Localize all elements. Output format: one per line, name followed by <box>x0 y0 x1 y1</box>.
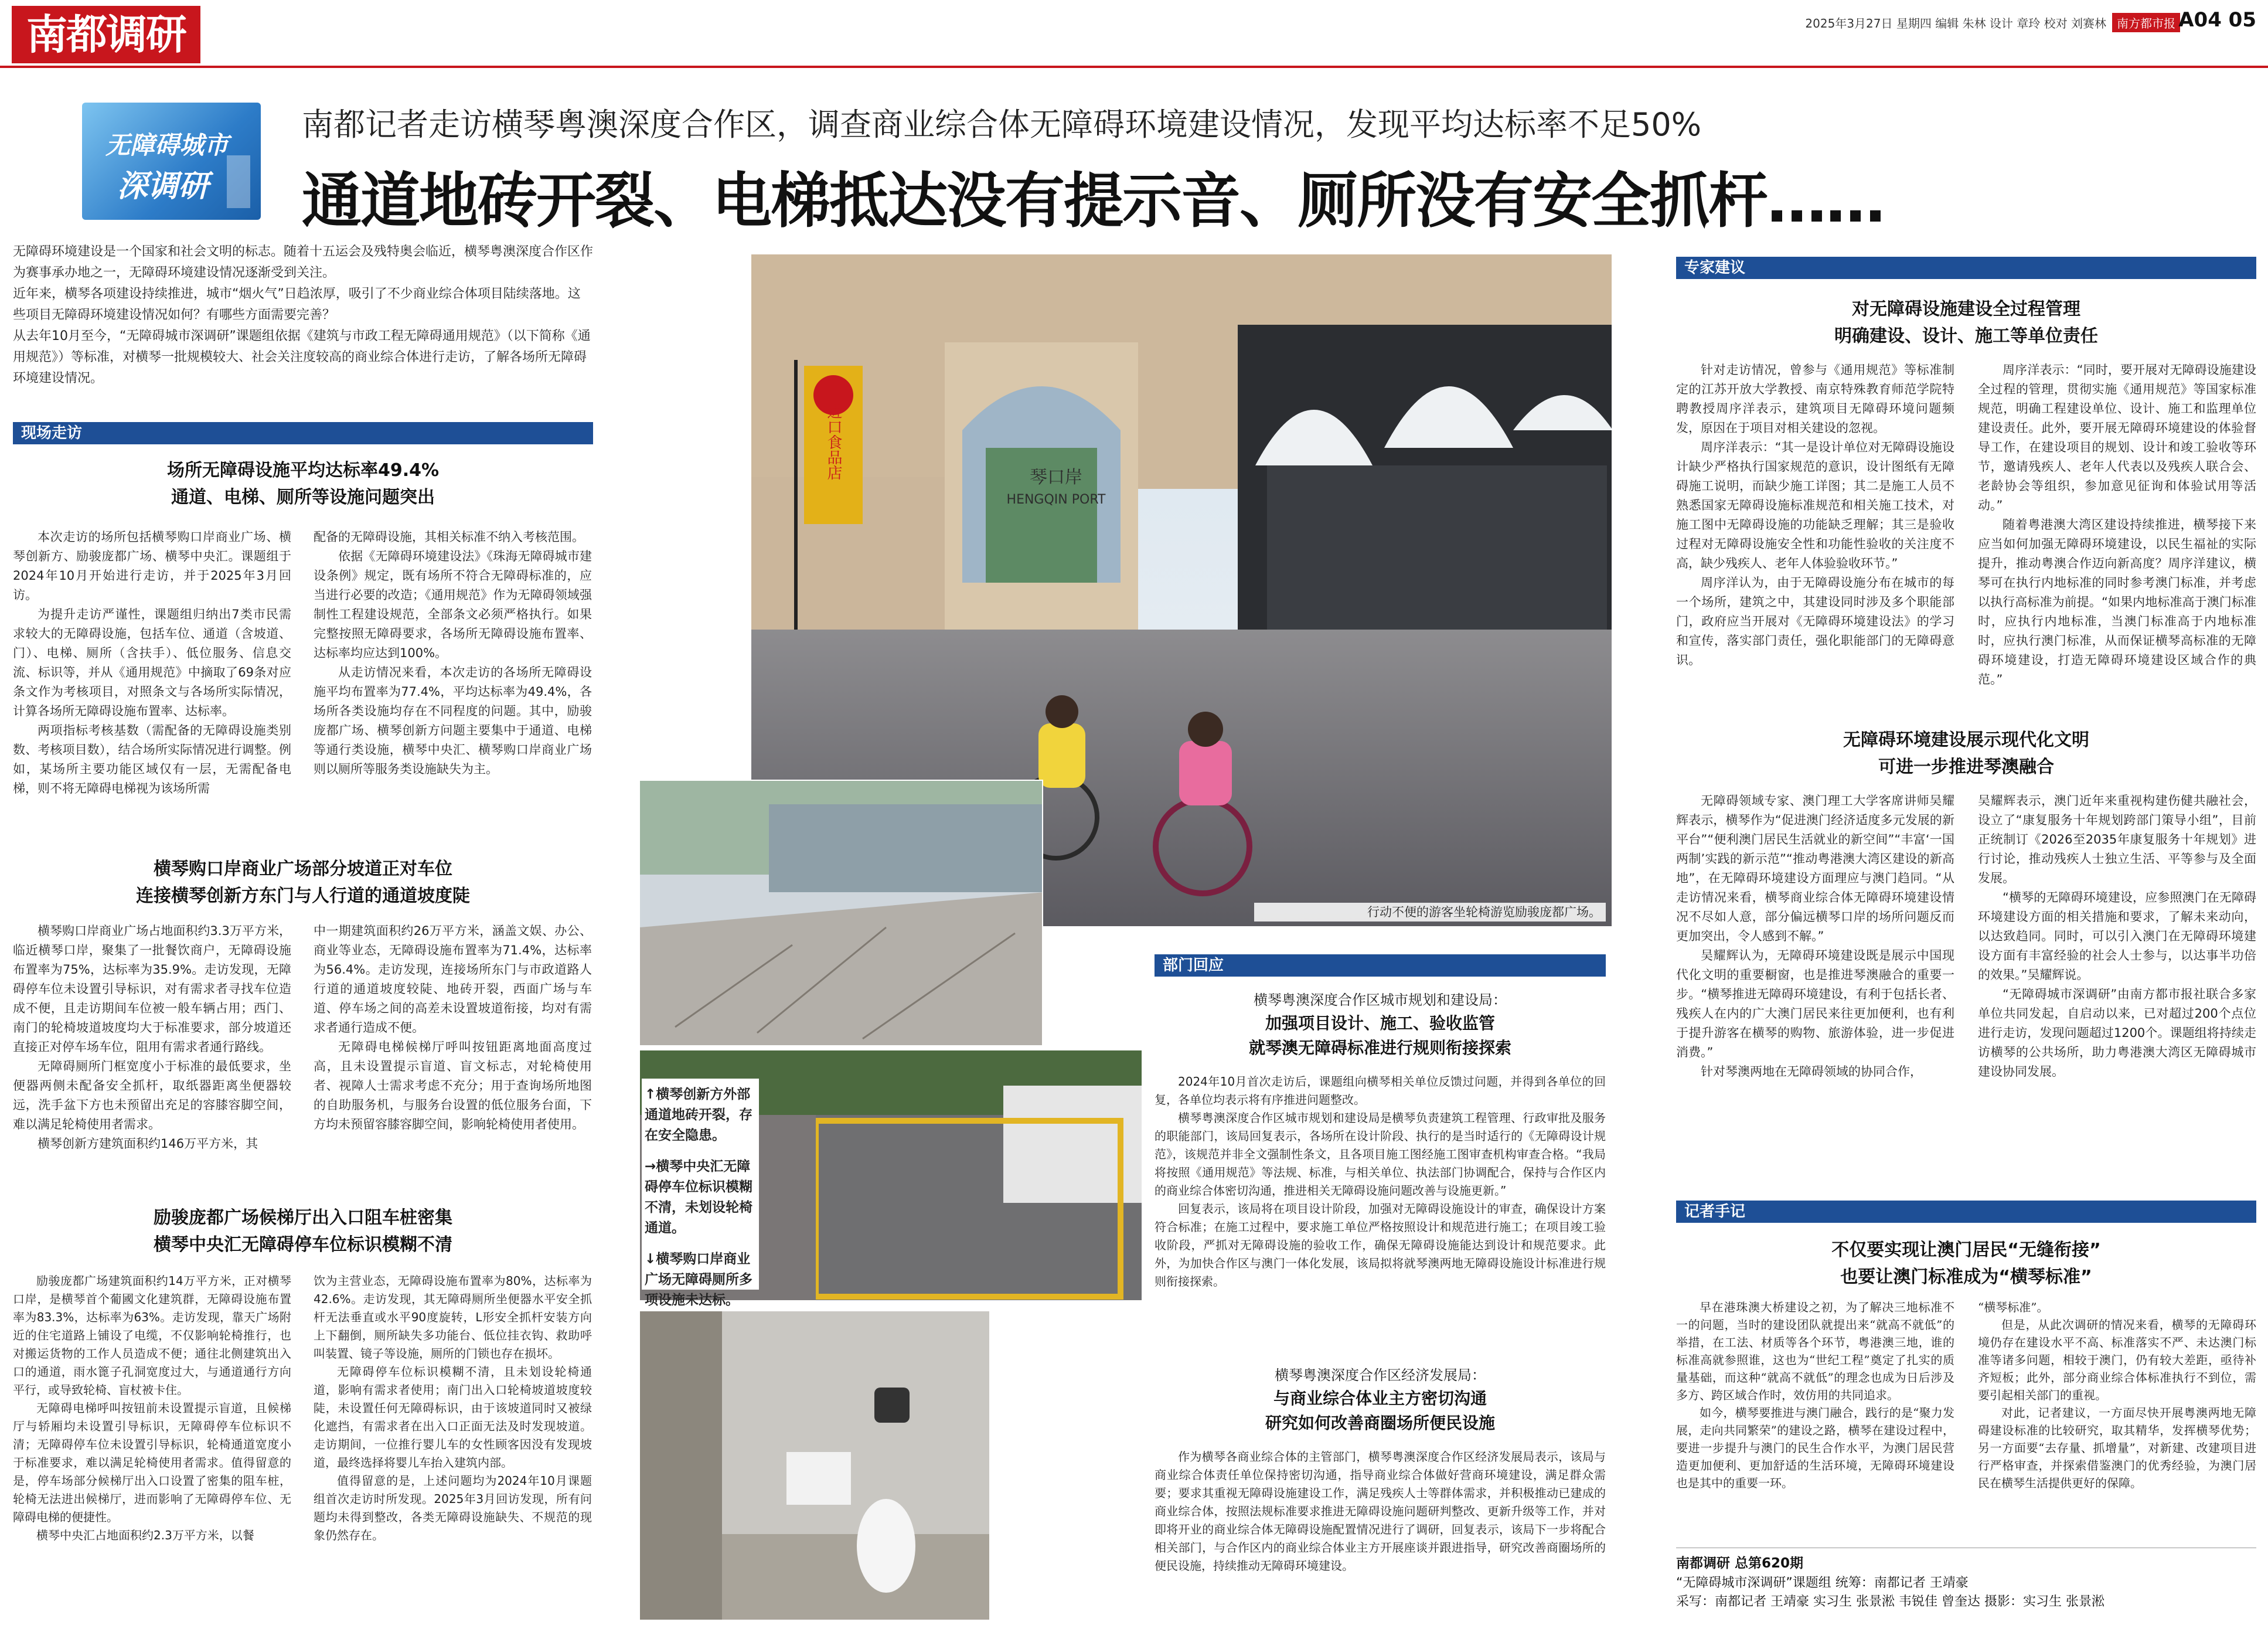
para: 吴耀辉表示，澳门近年来重视构建伤健共融社会，设立了“康复服务十年规划跨部门策导小组”，目前正统制订《2026至2035年康复服务十年规划》进行讨论，推动残疾人士独立生活、平等参与及全面发展。 <box>1978 794 2256 885</box>
para: 本次走访的场所包括横琴购口岸商业广场、横琴创新方、励骏庞都广场、横琴中央汇。课题组于2024年10月开始进行走访，并于2025年3月回访。 <box>13 530 291 602</box>
para: 饮为主营业态，无障碍设施布置率为80%，达标率为42.6%。走访发现，其无障碍厕所坐便器水平安全抓杆无法垂直或水平90度旋转，L形安全抓杆安装方向上下翻倒，厕所缺失多功能台、低位挂衣钩、救助呼叫装置、镜子等设施，厕所的门锁也存在损坏。 <box>314 1274 592 1361</box>
subhead-line: 连接横琴创新方东门与人行道的通道坡度陡 <box>136 886 470 906</box>
subhead-line: 无障碍环境建设展示现代化文明 <box>1843 730 2089 750</box>
article-col <box>13 1272 291 1545</box>
expert1-head <box>1676 296 2256 350</box>
intro-para: 近年来，横琴各项建设持续推进，城市“烟火气”日趋浓厚，吸引了不少商业综合体项目陆续落地。这些项目无障碍环境建设情况如何？有哪些方面需要完善？ <box>13 287 581 322</box>
para: 早在港珠澳大桥建设之初，为了解决三地标准不一的问题，当时的建设团队就提出来“就高不就低”的举措，在工法、材质等各个环节，粤港澳三地，谁的标准高就参照谁，这也为“世纪工程”奠定了扎实的质量基础，而这种“就高不就低”的理念也成为日后涉及多方、跨区域合作时，效仿用的共同追求。 <box>1676 1300 1954 1402</box>
subhead-2 <box>13 856 593 910</box>
notes-head <box>1676 1237 2256 1291</box>
article-col <box>314 1272 592 1545</box>
subhead-line: 横琴中央汇无障碍停车位标识模糊不清 <box>154 1235 452 1255</box>
para: 从走访情况来看，本次走访的各场所无障碍设施平均布置率为77.4%，平均达标率为49.4%，各场所各类设施均存在不同程度的问题。其中，励骏庞都广场、横琴创新方问题主要集中于通道、电梯等通行类设施，横琴中央汇、横琴购口岸商业广场则以厕所等服务类设施缺失为主。 <box>314 665 592 776</box>
logo-line1: 无障碍城市 <box>105 131 229 159</box>
photo-accessible-toilet <box>640 1311 990 1621</box>
issue-date-editors: 2025年3月27日 星期四 编辑 朱林 设计 章玲 校对 刘赛林 <box>1805 16 2106 30</box>
page-info <box>1805 13 2180 32</box>
section-bar-notes: 记者手记 <box>1676 1201 2256 1223</box>
article-col <box>314 528 592 779</box>
para: 横琴粤澳深度合作区城市规划和建设局是横琴负责建筑工程管理、行政审批及服务的职能部门，该局回复表示，各场所在设计阶段、执行的是当时适行的《无障碍设计规范》，该规范并非全文强制性条文，且各项目施工图经施工图审查机构审查合格。“我局将按照《通用规范》等法规、标准，与相关单位、执法部门协调配合，保持与合作区内的商业综合体密切沟通，推进相关无障碍设施问题改善与设施更新。” <box>1155 1111 1606 1198</box>
para: 周序洋表示：“同时，要开展对无障碍设施建设全过程的管理，贯彻实施《通用规范》等国家标准规范，明确工程建设单位、设计、施工和监理单位建设责任。此外，要开展无障碍环境建设的体验督导工作，在建设项目的规划、设计和竣工验收等环节，邀请残疾人、老年人代表以及残疾人联合会、老龄协会等组织，参加意见征询和体验试用等活动。” <box>1978 363 2256 512</box>
subhead-line: 励骏庞都广场候梯厅出入口阻车桩密集 <box>154 1208 452 1228</box>
header-rule <box>0 66 2268 68</box>
para: 针对走访情况，曾参与《通用规范》等标准制定的江苏开放大学教授、南京特殊教育师范学院特聘教授周序洋表示，建筑项目无障碍环境问题频发，原因在于项目对相关建设的忽视。 <box>1676 363 1954 435</box>
inset-caption: →横琴中央汇无障碍停车位标识模糊不清，未划设轮椅通道。 <box>645 1159 752 1236</box>
para: 随着粤港澳大湾区建设持续推进，横琴接下来应当如何加强无障碍环境建设，以民生福祉的实际提升，推动粤澳合作迈向新高度？周序洋建议，横琴可在执行内地标准的同时参考澳门标准，并考虑以执行高标准为前提。“如果内地标准高于澳门标准时，应执行内地标准，当澳门标准高于内地标准时，应执行澳门标准，从而保证横琴高标准的无障碍环境建设，打造无障碍环境建设区域合作的典范。” <box>1978 518 2256 686</box>
para: 无障碍领域专家、澳门理工大学客席讲师吴耀辉表示，横琴作为“促进澳门经济适度多元发展的新平台”“便利澳门居民生活就业的新空间”“丰富‘一国两制’实践的新示范”“推动粤港澳大湾区建设的新高地”，在无障碍环境建设方面理应与澳门趋同。“从走访情况来看，横琴商业综合体无障碍环境建设情况不尽如人意，部分偏远横琴口岸的场所问题反而更加突出，令人感到不解。” <box>1676 794 1954 943</box>
para: 回复表示，该局将在项目设计阶段，加强对无障碍设施设计的审查，确保设计方案符合标准；在施工过程中，要求施工单位严格按照设计和规范进行施工；在项目竣工验收阶段，严抓对无障碍设施的验收工作，确保无障碍设施能达到设计和规范要求。此外，为加快合作区与澳门一体化发展，该局拟将就琴澳两地无障碍设施设计标准进行规则衔接探索。 <box>1155 1202 1606 1288</box>
para: 横琴创新方建筑面积约146万平方米，其 <box>38 1137 258 1151</box>
para: 无障碍电梯呼叫按钮前未设置提示盲道，且候梯厅与轿厢均未设置引导标识，无障碍停车位标识不清；无障碍停车位未设置引导标识，轮椅通道宽度小于标准要求，难以满足轮椅使用者需求。值得留意的是，停车场部分候梯厅出入口设置了密集的阻车桩，轮椅无法进出候梯厅，进而影响了无障碍停车位、无障碍电梯的便捷性。 <box>13 1401 291 1524</box>
article-col <box>1978 1298 2256 1492</box>
series-logo <box>82 103 261 220</box>
para: 横琴购口岸商业广场占地面积约3.3万平方米，临近横琴口岸，聚集了一批餐饮商户，无障碍设施布置率为75%，达标率为35.9%。走访发现，无障碍停车位未设置引导标识，对有需求者寻找车位造成不便，且走访期间车位被一般车辆占用；西门、南门的轮椅坡道坡度均大于标准要求，部分坡道还直接正对停车场车位，阻用有需求者通行路线。 <box>13 924 291 1054</box>
section-bar-site-visit: 现场走访 <box>13 422 593 444</box>
subhead-line: 通道、电梯、厕所等设施问题突出 <box>171 487 435 508</box>
credit-line: 采写：南都记者 王靖豪 实习生 张景淞 韦锐佳 曾奎达 摄影：实习生 张景淞 <box>1676 1594 2104 1609</box>
article-col <box>1676 791 1954 1082</box>
dept1-body <box>1155 1073 1606 1291</box>
credits <box>1676 1553 2256 1611</box>
para: 中一期建筑面积约26万平方米，涵盖文娱、办公、商业等业态，无障碍设施布置率为71.4%，达标率为56.4%。走访发现，连接场所东门与市政道路人行道的通道坡度较陡、地砖开裂，西面广场与车道、停车场之间的高差未设置坡道衔接，均对有需求者通行造成不便。 <box>314 924 592 1035</box>
subhead-line: 不仅要实现让澳门居民“无缝衔接” <box>1831 1240 2101 1260</box>
subhead-line: 也要让澳门标准成为“横琴标准” <box>1840 1267 2092 1287</box>
para: 励骏庞都广场建筑面积约14万平方米，正对横琴口岸，是横琴首个葡國文化建筑群，无障碍设施布置率为83.3%，达标率为63%。走访发现，靠天广场附近的住宅道路上铺设了电缆，不仅影响轮椅推行，也对搬运货物的工作人员造成不便；通往北侧建筑出入口的通道，雨水篦子孔洞宽度过大，与通道通行方向平行，或导致轮椅、盲杖被卡住。 <box>13 1274 291 1397</box>
dept1-kicker: 横琴粤澳深度合作区城市规划和建设局： <box>1254 992 1507 1008</box>
subhead-line: 场所无障碍设施平均达标率49.4% <box>166 460 440 481</box>
subhead-1 <box>13 457 593 511</box>
para: 无障碍厕所门框宽度小于标准的最低要求，坐便器两侧未配备安全抓杆，取纸器距离坐便器较远，洗手盆下方也未预留出充足的容膝容脚空间，难以满足轮椅使用者需求。 <box>13 1059 291 1131</box>
para: 两项指标考核基数（需配备的无障碍设施类别数、考核项目数），结合场所实际情况进行调整。例如，某场所主要功能区域仅有一层，无需配备电梯，则不将无障碍电梯视为该场所需 <box>13 723 291 795</box>
page-number: A04 05 <box>2178 8 2256 32</box>
article-col <box>1978 791 2256 1082</box>
para: 针对琴澳两地在无障碍领域的协同合作， <box>1701 1065 1922 1079</box>
intro-para: 从去年10月至今，“无障碍城市深调研”课题组依据《建筑与市政工程无障碍通用规范》（以下简称《通用规范》）等标准，对横琴一批规模较大、社会关注度较高的商业综合体进行走访，了解各场所无障碍环境建设情况。 <box>13 329 591 386</box>
credit-line: “无障碍城市深调研”课题组 统筹：南都记者 王靖豪 <box>1676 1576 1969 1590</box>
para: “横琴标准”。 <box>1978 1300 2049 1314</box>
expert2-head <box>1676 727 2256 781</box>
headline: 通道地砖开裂、电梯抵达没有提示音、厕所没有安全抓杆…… <box>302 166 1884 236</box>
para: 依据《无障碍环境建设法》《珠海无障碍城市建设条例》规定，既有场所不符合无障碍标准的，应当进行必要的改造；《通用规范》作为无障碍领域强制性工程建设规范，全部条文必须严格执行。如果完整按照无障碍要求，各场所无障碍设施布置率、达标率均应达到100%。 <box>314 549 592 660</box>
article-col <box>314 921 592 1134</box>
main-photo-caption: 行动不便的游客坐轮椅游览励骏庞都广场。 <box>1254 903 1606 921</box>
subhead-line: 横琴购口岸商业广场部分坡道正对车位 <box>154 859 452 879</box>
credit-line: 南都调研 总第620期 <box>1676 1556 1804 1571</box>
article-col <box>13 921 291 1154</box>
dept1-head <box>1155 1011 1606 1060</box>
dept2-kicker: 横琴粤澳深度合作区经济发展局： <box>1275 1367 1486 1383</box>
subhead-line: 对无障碍设施建设全过程管理 <box>1852 299 2080 319</box>
inset-caption: ↑横琴创新方外部通道地砖开裂，存在安全隐患。 <box>645 1087 752 1143</box>
inset-captions <box>645 1084 756 1311</box>
subhead-line: 可进一步推进琴澳融合 <box>1878 757 2054 777</box>
dept2-body <box>1155 1448 1606 1575</box>
photo-cracked-tiles <box>640 781 1043 1046</box>
building-icon <box>227 155 250 208</box>
para: 配备的无障碍设施，其相关标准不纳入考核范围。 <box>314 530 584 544</box>
subhead-line: 与商业综合体业主方密切沟通 <box>1273 1389 1487 1408</box>
para: “横琴的无障碍环境建设，应参照澳门在无障碍环境建设方面的相关措施和要求，了解未来动向，以达致趋同。同时，可以引入澳门在无障碍环境建设方面有丰富经验的社会人士参与，以达事半功倍的效果。”吴耀辉说。 <box>1978 890 2256 982</box>
para: 值得留意的是，上述问题均为2024年10月课题组首次走访时所发现。2025年3月回访发现，所有问题均未得到整改，各类无障碍设施缺失、不规范的现象仍然存在。 <box>314 1474 592 1542</box>
para: 如今，横琴要推进与澳门融合，践行的是“聚力发展，走向共同繁荣”的建设之路，横琴在建设过程中，要进一步提升与澳门的民生合作水平，为澳门居民营造更加便利、更加舒适的生活环境，无障碍环境建设也是其中的重要一环。 <box>1676 1406 1954 1490</box>
dept2-head <box>1155 1386 1606 1436</box>
para: 周序洋表示：“其一是设计单位对无障碍设施设计缺少严格执行国家规范的意识，设计图纸有无障碍施工说明，而缺少施工详图；其二是施工人员不熟悉国家无障碍设施标准规范和相关施工技术，对施工图中无障碍设施的功能缺乏理解；其三是验收过程对无障碍设施安全性和功能性验收的关注度不高，缺少残疾人、老年人体验验收环节。” <box>1676 440 1954 570</box>
article-col <box>1676 1298 1954 1492</box>
deck: 南都记者走访横琴粤澳深度合作区，调查商业综合体无障碍环境建设情况，发现平均达标率不足50% <box>302 106 1702 143</box>
para: “无障碍城市深调研”由南方都市报社联合多家单位共同发起，自启动以来，已对超过200个点位进行走访，发现问题超过1200个。课题组将持续走访横琴的公共场所，助力粤港澳大湾区无障碍城市建设协同发展。 <box>1978 987 2256 1079</box>
para: 吴耀辉认为，无障碍环境建设既是展示中国现代化文明的重要橱窗，也是推进琴澳融合的重要一步。“横琴推进无障碍环境建设，有利于包括长者、残疾人在内的广大澳门居民来往更加便利，也有利于提升游客在横琴的购物、旅游体验，进一步促进消费。” <box>1676 948 1954 1059</box>
inset-photo-cracked-tiles <box>639 780 1043 1046</box>
subhead-line: 就琴澳无障碍标准进行规则衔接探索 <box>1248 1038 1511 1057</box>
para: 周序洋认为，由于无障碍设施分布在城市的每一个场所，建筑之中，其建设同时涉及多个职能部门，政府应当开展对《无障碍环境建设法》的学习和宣传，落实部门责任，强化职能部门的无障碍意识。 <box>1676 576 1954 667</box>
photo-sign-text: 进口食品店 <box>825 404 842 480</box>
logo-line2: 深调研 <box>117 169 209 204</box>
section-bar-experts: 专家建议 <box>1676 257 2256 279</box>
inset-photo-toilet <box>639 1310 990 1621</box>
intro <box>13 242 593 389</box>
subhead-3 <box>13 1205 593 1259</box>
para: 但是，从此次调研的情况来看，横琴的无障碍环境仍存在建设水平不高、标准落实不严、未达澳门标准等诸多问题，相较于澳门，仍有较大差距，亟待补齐短板；此外，部分商业综合体标准执行不到位，需要引起相关部门的重视。 <box>1978 1318 2256 1402</box>
subhead-line: 加强项目设计、施工、验收监管 <box>1265 1014 1495 1033</box>
para: 作为横琴各商业综合体的主管部门，横琴粤澳深度合作区经济发展局表示，该局与商业综合体责任单位保持密切沟通，指导商业综合体做好营商环境建设，满足群众需要；要求其重视无障碍设施建设工作，满足残疾人士等群体需求，并积极推动已建成的商业综合体，按照法规标准要求推进无障碍设施问题研判整改、更新升级等工作，并对即将开业的商业综合体无障碍设施配置情况进行了调研，回复表示，该局下一步将配合相关部门，与合作区内的商业综合体业主方开展座谈并跟进指导，研究改善商圈场所的便民设施，持续推动无障碍环境建设。 <box>1155 1450 1606 1573</box>
para: 横琴中央汇占地面积约2.3万平方米，以餐 <box>36 1528 254 1542</box>
subhead-line: 明确建设、设计、施工等单位责任 <box>1834 326 2098 346</box>
article-col <box>13 528 291 798</box>
subhead-line: 研究如何改善商圈场所便民设施 <box>1265 1413 1495 1433</box>
para: 对此，记者建议，一方面尽快开展粤澳两地无障碍建设标准的比较研究，取其精华，发挥横琴优势；另一方面要“去存量、抓增量”，对新建、改建项目进行严格审查，并探索借鉴澳门的优秀经验，为澳门居民在横琴生活提供更好的保障。 <box>1978 1406 2256 1490</box>
article-col <box>1978 361 2256 689</box>
gate-sign-cn: 琴口岸 <box>1030 467 1082 488</box>
inset-caption: ↓横琴购口岸商业广场无障碍厕所多项设施未达标。 <box>645 1252 752 1308</box>
intro-para: 无障碍环境建设是一个国家和社会文明的标志。随着十五运会及残特奥会临近，横琴粤澳深度合作区作为赛事承办地之一，无障碍环境建设情况逐渐受到关注。 <box>13 244 594 280</box>
para: 无障碍停车位标识模糊不清，且未划设轮椅通道，影响有需求者使用；南门出入口轮椅坡道坡度较陡，未设置任何无障碍标识，由于该坡道同时又被绿化遮挡，有需求者在出入口正面无法及时发现坡道。走访期间，一位推行婴儿车的女性顾客因没有发现坡道，最终选择将婴儿车抬入建筑内部。 <box>314 1365 592 1470</box>
para: 无障碍电梯候梯厅呼叫按钮距离地面高度过高，且未设置提示盲道、盲文标志，对轮椅使用者、视障人士需求考虑不充分；用于查询场所地图的自助服务机，与服务台设置的低位服务台面，下方均未预留容膝容脚空间，影响轮椅使用者使用。 <box>314 1040 592 1131</box>
article-col <box>1676 361 1954 670</box>
section-badge: 南都调研 <box>12 6 200 63</box>
para: 2024年10月首次走访后，课题组向横琴相关单位反馈过问题，并得到各单位的回复，各单位均表示将有序推进问题整改。 <box>1155 1074 1606 1107</box>
paper-tag: 南方都市报 <box>2112 13 2180 32</box>
para: 为提升走访严谨性，课题组归纳出7类市民需求较大的无障碍设施，包括车位、通道（含坡道、门）、电梯、厕所（含扶手）、低位服务、信息交流、标识等，并从《通用规范》中摘取了69条对应条文作为考核项目，对照条文与各场所实际情况，计算各场所无障碍设施布置率、达标率。 <box>13 607 291 718</box>
section-bar-department: 部门回应 <box>1155 954 1606 977</box>
gate-sign-en: HENGQIN PORT <box>1006 492 1106 507</box>
